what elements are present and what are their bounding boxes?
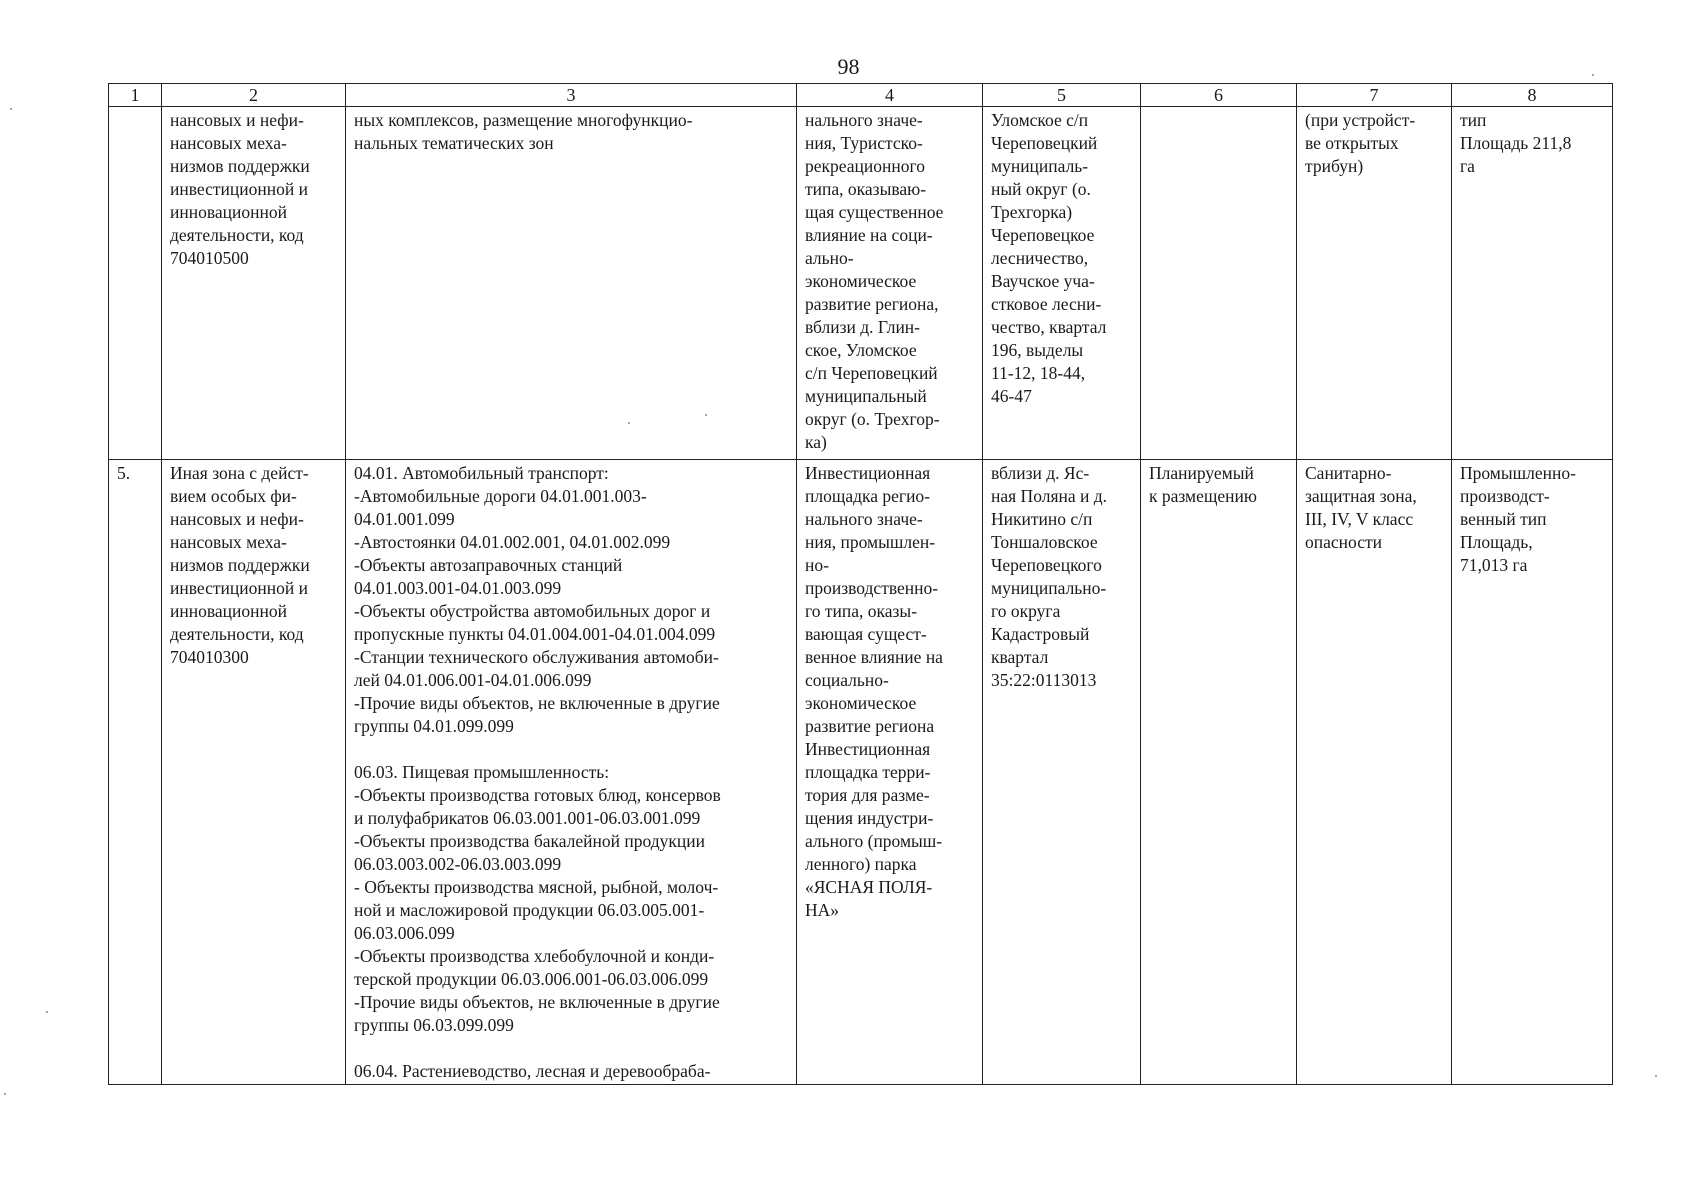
purpose-cell: Инвестиционная площадка регио- нального значе- ния, промышлен- но- производственно- го типа, оказы- вающая сущест- венное влияние на социально- экономическое развитие региона Инвестиционная площадка терри- тория для разме- щения индустри- ального (промыш- ленного) парка «ЯСНАЯ ПОЛЯ- НА» (797, 460, 983, 1085)
scan-speck (1655, 1075, 1657, 1077)
header-cell: 5 (983, 84, 1141, 107)
header-row (109, 84, 1613, 107)
zone-name-cell: нансовых и нефи- нансовых меха- низмов поддержки инвестиционной и инновационной деятельности, код 704010500 (162, 107, 346, 460)
object-types-cell: 04.01. Автомобильный транспорт: -Автомобильные дороги 04.01.001.003- 04.01.001.099 -Автостоянки 04.01.002.001, 04.01.002.099 -Объекты автозаправочных станций 04.01.003.001-04.01.003.099 -Объекты обустройства автомобильных дорог и пропускные пункты 04.01.004.001-04.01.004.099 -Станции технического обслуживания автомоби- лей 04.01.006.001-04.01.006.099 -Прочие виды объектов, не включенные в другие группы 04.01.099.099 06.03. Пищевая промышленность: -Объекты производства готовых блюд, консервов и полуфабрикатов 06.03.001.001-06.03.001.099 -Объекты производства бакалейной продукции 06.03.003.002-06.03.003.099 - Объекты производства мясной, рыбной, молоч- ной и масложировой продукции 06.03.005.001- 06.03.006.099 -Объекты производства хлебобулочной и конди- терской продукции 06.03.006.001-06.03.006.099 -Прочие виды объектов, не включенные в другие группы 06.03.099.099 06.04. Растениеводство, лесная и деревообраба- (346, 460, 797, 1085)
restrictions-cell: (при устройст- ве открытых трибун) (1297, 107, 1452, 460)
header-cell: 1 (109, 84, 162, 107)
page-number: 98 (837, 54, 860, 79)
scan-speck (628, 422, 630, 424)
scan-speck (4, 1093, 6, 1095)
restrictions-cell: Санитарно- защитная зона, III, IV, V класс опасности (1297, 460, 1452, 1085)
zone-name-cell: Иная зона с дейст- вием особых фи- нансовых и нефи- нансовых меха- низмов поддержки инвестиционной и инновационной деятельности, код 704010300 (162, 460, 346, 1085)
header-cell: 3 (346, 84, 797, 107)
parameters-cell: Промышленно- производст- венный тип Площадь, 71,013 га (1452, 460, 1613, 1085)
header-cell: 6 (1141, 84, 1297, 107)
table-row (109, 460, 1613, 1085)
scan-speck (1592, 74, 1594, 76)
header-cell: 2 (162, 84, 346, 107)
scan-speck (46, 1011, 48, 1013)
header-cell: 4 (797, 84, 983, 107)
status-cell (1141, 107, 1297, 460)
header-cell: 8 (1452, 84, 1613, 107)
row-number-cell (109, 107, 162, 460)
row-number-cell: 5. (109, 460, 162, 1085)
data-table (108, 83, 1613, 1085)
scan-speck (10, 108, 12, 110)
table-row (109, 107, 1613, 460)
location-cell: Уломское с/п Череповецкий муниципаль- ный округ (о. Трехгорка) Череповецкое лесничество, Ваучское уча- стковое лесни- чество, квартал 196, выделы 11-12, 18-44, 46-47 (983, 107, 1141, 460)
header-cell: 7 (1297, 84, 1452, 107)
location-cell: вблизи д. Яс- ная Поляна и д. Никитино с/п Тоншаловское Череповецкого муниципально- го округа Кадастровый квартал 35:22:0113013 (983, 460, 1141, 1085)
parameters-cell: тип Площадь 211,8 га (1452, 107, 1613, 460)
scan-speck (705, 414, 707, 416)
status-cell: Планируемый к размещению (1141, 460, 1297, 1085)
object-types-cell: ных комплексов, размещение многофункцио- нальных тематических зон (346, 107, 797, 460)
purpose-cell: нального значе- ния, Туристско- рекреационного типа, оказываю- щая существенное влияние на соци- ально- экономическое развитие региона, вблизи д. Глин- ское, Уломское с/п Череповецкий муниципальный округ (о. Трехгор- ка) (797, 107, 983, 460)
